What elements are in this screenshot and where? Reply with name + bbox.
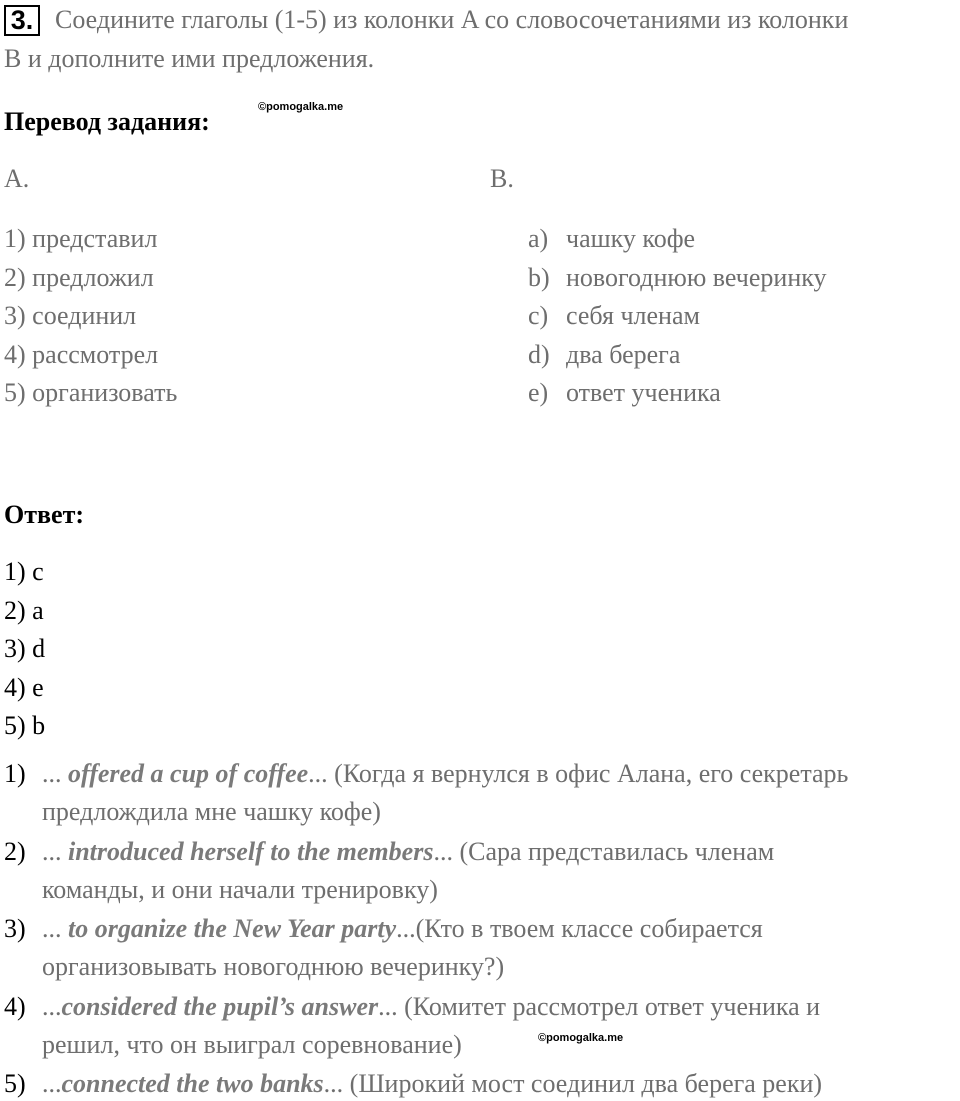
column-b-letter: a) [528,224,549,253]
column-b-item: новогоднюю вечеринку [566,263,827,292]
column-b-letter: e) [528,378,549,407]
sentence-line [42,1069,822,1099]
column-a-item: 5) организовать [4,378,178,407]
sentence-number: 1) [4,759,26,788]
match-answer: 5) b [4,711,46,740]
sentence-prefix: ... [42,759,68,788]
column-a-item: 4) рассмотрел [4,340,159,369]
column-a-header: A. [4,164,30,193]
match-answer: 1) c [4,557,44,586]
sentence-line [42,837,774,867]
column-a-item: 3) соединил [4,301,137,330]
sentence-line [42,992,820,1022]
sentence-number: 4) [4,992,26,1021]
sentence-phrase: considered the pupil’s answer [61,992,379,1021]
column-b-item: два берега [566,340,681,369]
sentence-translation: ... (Комитет рассмотрел ответ ученика и [378,992,821,1021]
sentence-line [42,914,763,944]
sentence-prefix: ... [42,914,68,943]
answer-heading: Ответ: [4,500,85,529]
sentence-line-2: предлождила мне чашку кофе) [42,797,381,826]
match-answer: 4) e [4,673,44,702]
sentence-translation: ... (Когда я вернулся в офис Алана, его секретарь [308,759,849,788]
sentence-phrase: offered a cup of coffee [68,759,309,788]
sentence-phrase: introduced herself to the members [68,837,434,866]
match-answer: 3) d [4,634,46,663]
translation-heading: Перевод задания: [4,107,210,136]
sentence-phrase: to organize the New Year party [68,914,397,943]
column-b-letter: b) [528,263,550,292]
task-instruction-line-1: Соедините глаголы (1-5) из колонки A со словосочетаниями из колонки [55,5,849,34]
task-instruction-line-2: B и дополните ими предложения. [4,44,375,73]
column-b-letter: c) [528,301,549,330]
sentence-line-2: решил, что он выиграл соревнование) [42,1030,462,1059]
column-a-item: 2) предложил [4,263,154,292]
sentence-number: 3) [4,914,26,943]
sentence-number: 2) [4,837,26,866]
column-b-item: себя членам [566,301,700,330]
sentence-prefix: ... [42,992,62,1021]
sentence-translation: ...(Кто в твоем классе собирается [396,914,763,943]
column-b-letter: d) [528,340,550,369]
column-b-item: чашку кофе [566,224,696,253]
watermark-bottom: ©pomogalka.me [538,1032,624,1044]
sentence-translation: ... (Сара представилась членам [433,837,775,866]
task-number: 3. [4,5,40,36]
sentence-line-2: организовывать новогоднюю вечеринку?) [42,952,505,981]
column-a-item: 1) представил [4,224,158,253]
column-b-item: ответ ученика [566,378,721,407]
sentence-translation: ... (Широкий мост соединил два берега реки) [323,1069,823,1098]
sentence-prefix: ... [42,1069,62,1098]
sentence-prefix: ... [42,837,68,866]
sentence-line [42,759,848,789]
match-answer: 2) a [4,596,44,625]
column-b-header: B. [490,164,514,193]
sentence-number: 5) [4,1069,26,1098]
sentence-phrase: connected the two banks [61,1069,324,1098]
sentence-line-2: команды, и они начали тренировку) [42,875,438,904]
watermark-top: ©pomogalka.me [258,101,344,113]
